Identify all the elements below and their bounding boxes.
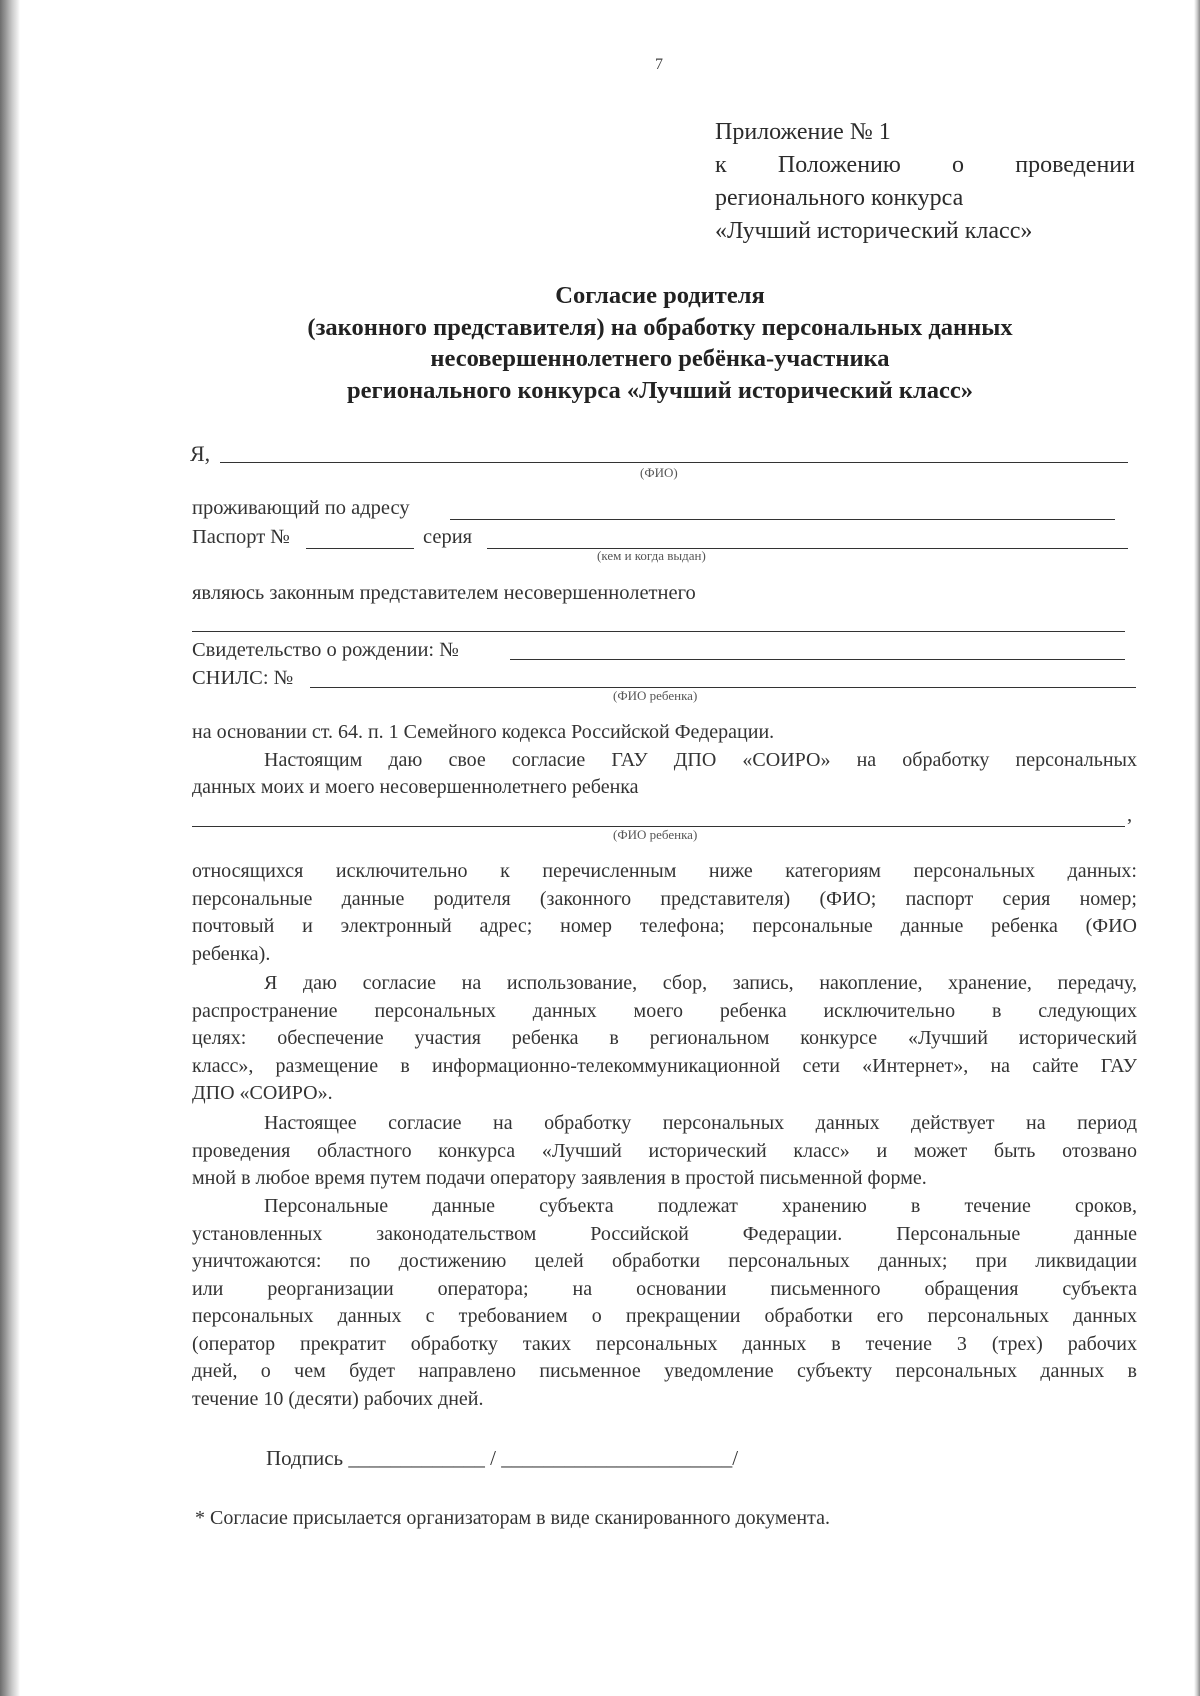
purpose-line: распространение персональных данных моего ребенка исключительно в следующих xyxy=(192,999,1137,1022)
basis-line: на основании ст. 64. п. 1 Семейного кодекса Российской Федерации. xyxy=(192,721,775,743)
appendix-word: проведении xyxy=(1015,152,1135,178)
purpose-line: целях: обеспечение участия ребенка в региональном конкурсе «Лучший исторический xyxy=(192,1027,1137,1049)
snils-label: СНИЛС: № xyxy=(192,667,294,689)
title-line: несовершеннолетнего ребёнка-участника xyxy=(430,345,890,372)
footnote: * Согласие присылается организаторам в виде сканированного документа. xyxy=(195,1507,830,1529)
issued-hint: (кем и когда выдан) xyxy=(597,548,706,563)
consent-line: данных моих и моего несовершеннолетнего ребенка xyxy=(192,776,639,798)
consent-line: Настоящим даю свое согласие ГАУ ДПО «СОИРО» на обработку персональных xyxy=(264,748,1137,771)
title-line: (законного представителя) на обработку персональных данных xyxy=(307,313,1013,341)
appendix-line-4: «Лучший исторический класс» xyxy=(715,218,1033,244)
period-line: мной в любое время путем подачи оператору заявления в простой письменной форме. xyxy=(192,1167,927,1189)
birth-cert-field[interactable] xyxy=(510,659,1125,660)
title-line: Согласие родителя xyxy=(555,282,765,309)
appendix-word: к xyxy=(715,152,727,178)
purpose-paragraph xyxy=(192,970,1137,1108)
representative-label: являюсь законным представителем несовершеннолетнего xyxy=(192,582,696,604)
address-field[interactable] xyxy=(450,519,1115,520)
document-title xyxy=(190,280,1130,406)
appendix-line-1: Приложение № 1 xyxy=(715,119,891,145)
storage-line: уничтожаются: по достижению целей обработки персональных данных; при ликвидации xyxy=(192,1250,1137,1272)
storage-line: течение 10 (десяти) рабочих дней. xyxy=(192,1387,484,1410)
categories-line: почтовый и электронный адрес; номер телефона; персональные данные ребенка (ФИО xyxy=(192,915,1137,937)
storage-paragraph xyxy=(192,1193,1137,1413)
snils-field[interactable] xyxy=(310,687,1136,688)
purpose-line: класс», размещение в информационно-телекоммуникационной сети «Интернет», на сайте ГАУ xyxy=(192,1054,1137,1077)
series-label: серия xyxy=(423,526,473,548)
categories-line: относящихся исключительно к перечисленным ниже категориям персональных данных: xyxy=(192,860,1137,882)
period-line: проведения областного конкурса «Лучший исторический класс» и может быть отозвано xyxy=(192,1139,1137,1162)
storage-line: дней, о чем будет направлено письменное уведомление субъекту персональных данных в xyxy=(192,1360,1137,1382)
categories-line: персональные данные родителя (законного представителя) (ФИО; паспорт серия номер; xyxy=(192,887,1137,910)
storage-line: установленных законодательством Российской Федерации. Персональные данные xyxy=(192,1222,1137,1245)
storage-line: Персональные данные субъекта подлежат хранению в течение сроков, xyxy=(264,1195,1137,1217)
basis-paragraph xyxy=(192,719,1137,802)
appendix-word: о xyxy=(952,152,965,178)
title-line: регионального конкурса «Лучший исторический класс» xyxy=(346,376,974,404)
scan-left-edge xyxy=(0,0,20,1696)
storage-line: персональных данных с требованием о прекращении обработки его персональных данных xyxy=(192,1305,1137,1327)
passport-number-field[interactable] xyxy=(306,548,414,549)
period-paragraph xyxy=(192,1110,1137,1193)
comma: , xyxy=(1127,804,1133,826)
child-fio-hint-2: (ФИО ребенка) xyxy=(613,827,698,842)
appendix-word: Положению xyxy=(777,152,901,178)
address-label: проживающий по адресу xyxy=(192,497,410,519)
purpose-line: Я даю согласие на использование, сбор, запись, накопление, хранение, передачу, xyxy=(264,972,1137,994)
child-field[interactable] xyxy=(192,631,1125,632)
appendix-line-3: регионального конкурса xyxy=(715,185,964,211)
page-number: 7 xyxy=(655,56,663,73)
birth-cert-label: Свидетельство о рождении: № xyxy=(192,639,459,661)
storage-line: или реорганизации оператора; на основании письменного обращения субъекта xyxy=(192,1277,1137,1300)
appendix-line-2 xyxy=(715,149,1135,182)
scan-right-edge xyxy=(1194,0,1200,1696)
period-line: Настоящее согласие на обработку персональных данных действует на период xyxy=(264,1112,1137,1134)
passport-label: Паспорт № xyxy=(192,526,290,548)
categories-line: ребенка). xyxy=(192,942,271,965)
passport-series-field[interactable] xyxy=(487,548,1128,549)
signature-line[interactable]: Подпись _____________ / ______________________/ xyxy=(266,1446,739,1470)
fio-field[interactable] xyxy=(220,462,1128,463)
storage-line: (оператор прекратит обработку таких персональных данных в течение 3 (трех) рабочих xyxy=(192,1332,1137,1355)
i-label: Я, xyxy=(190,441,211,466)
fio-hint: (ФИО) xyxy=(640,465,678,480)
appendix-header xyxy=(715,116,1135,248)
purpose-line: ДПО «СОИРО». xyxy=(192,1082,333,1104)
child-fio-hint: (ФИО ребенка) xyxy=(613,688,698,703)
categories-paragraph xyxy=(192,858,1137,968)
